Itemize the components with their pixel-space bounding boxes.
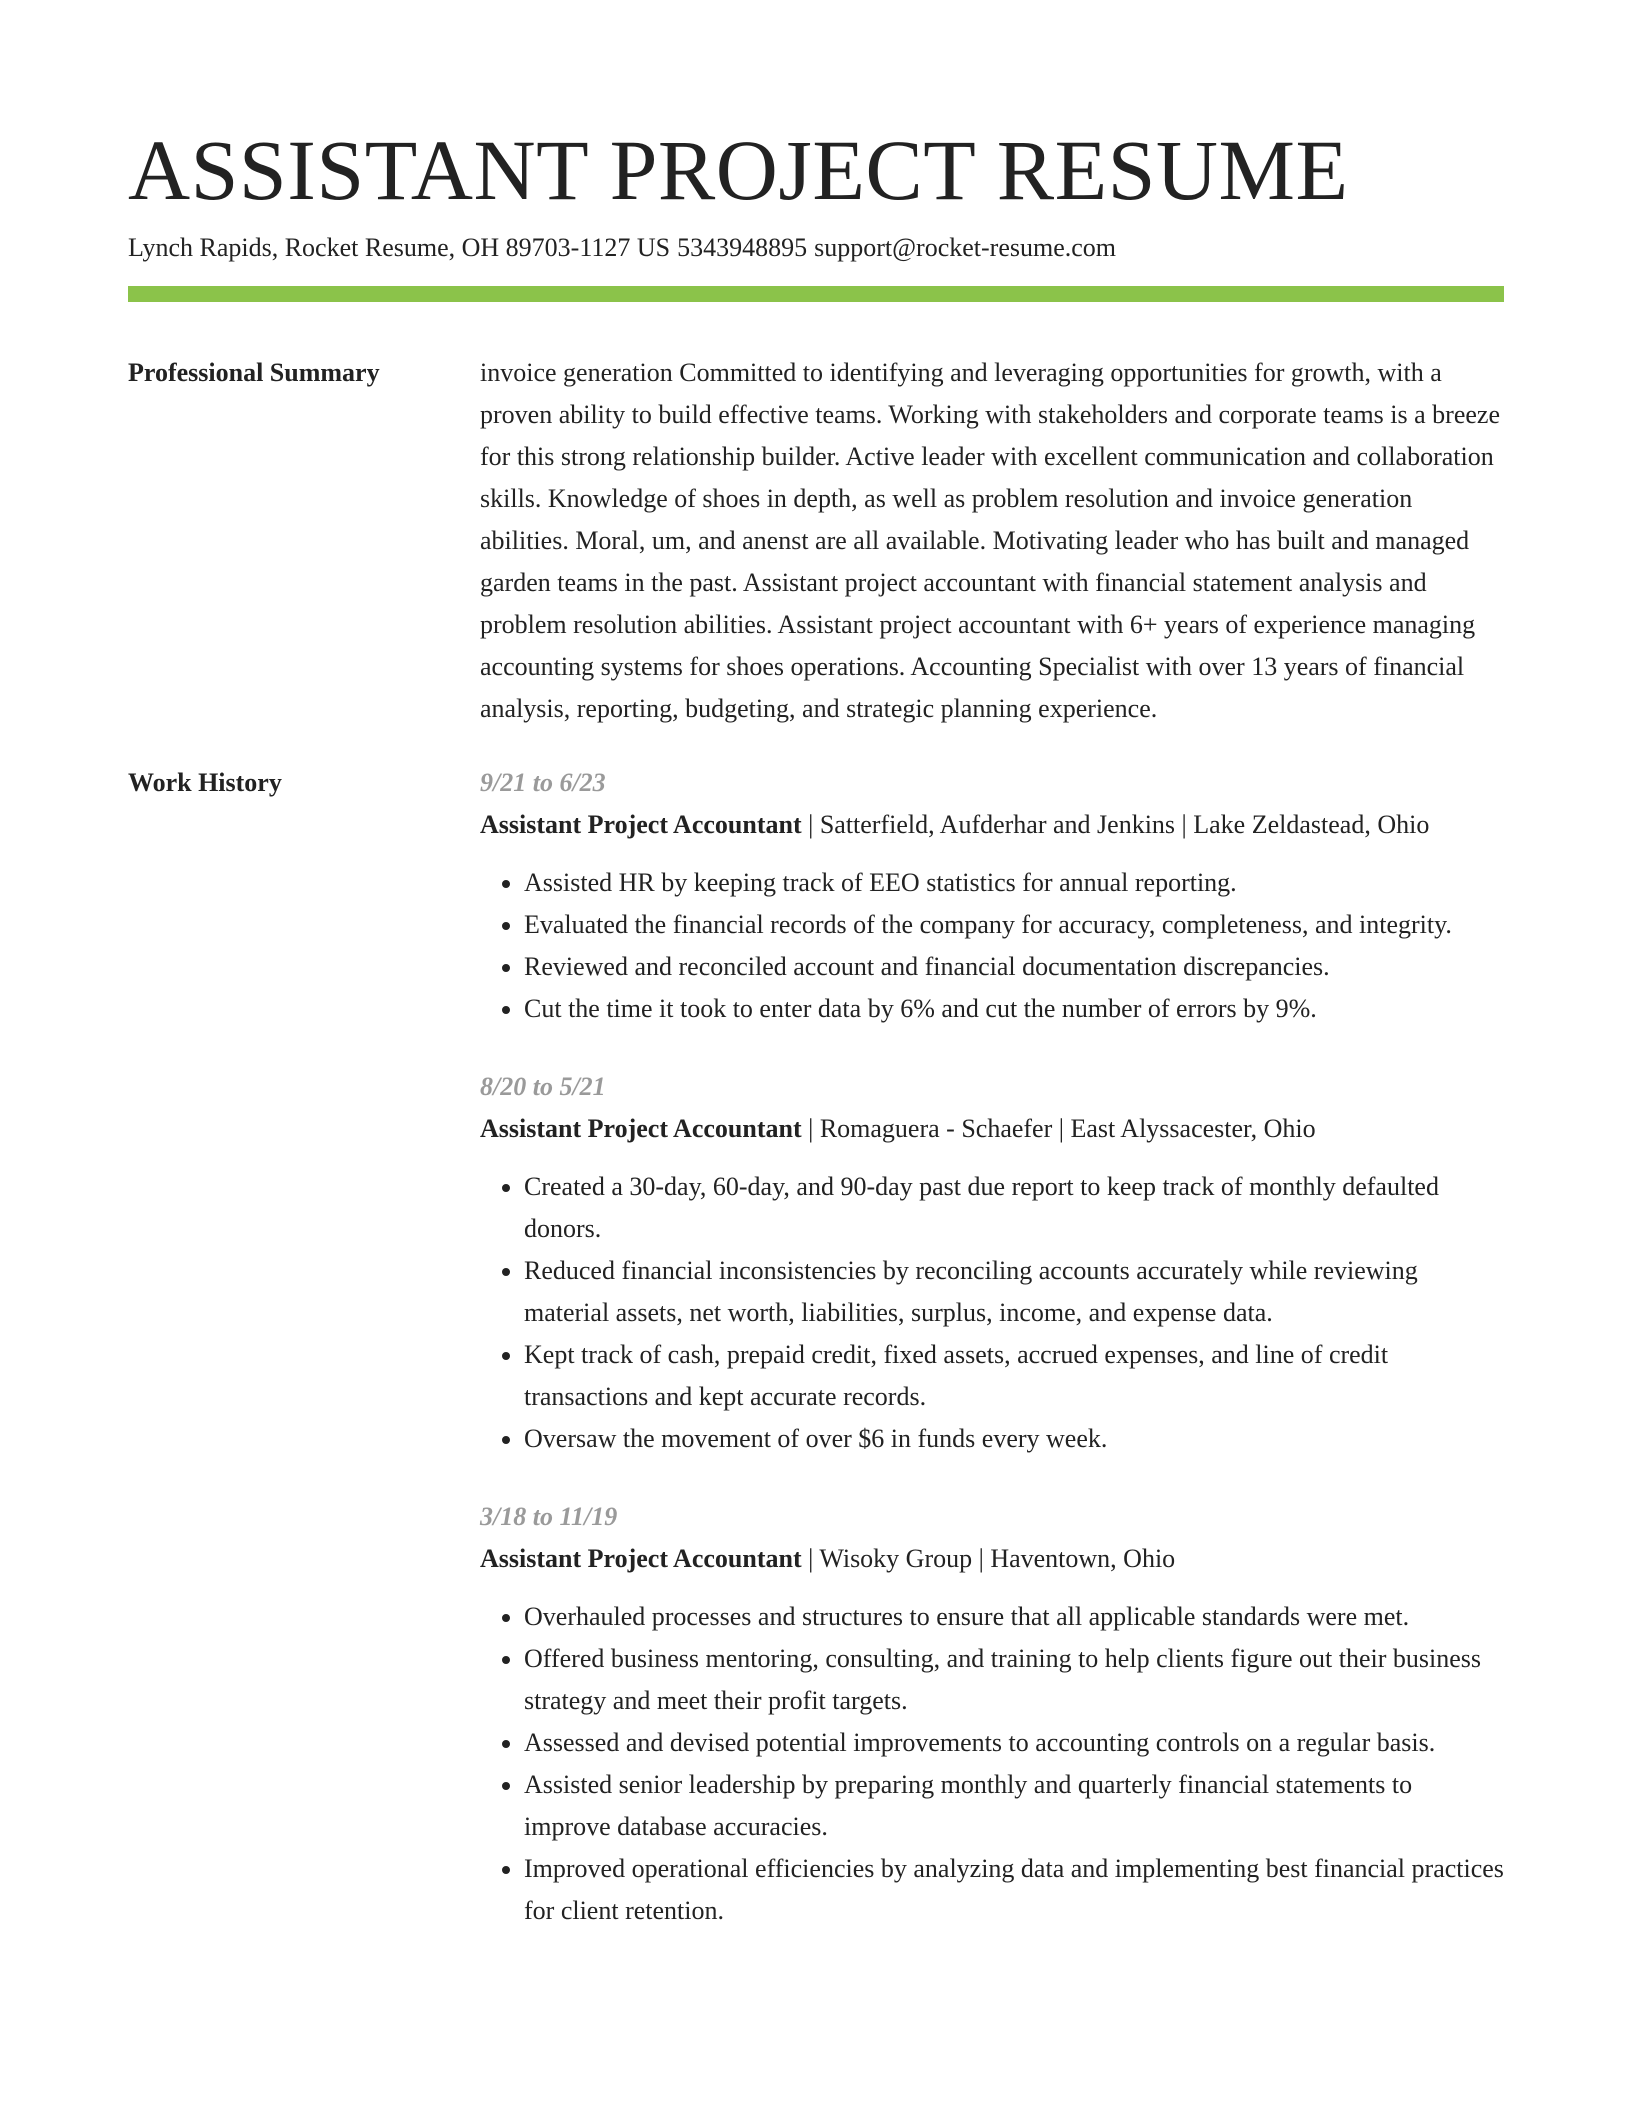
- job-details: | Wisoky Group | Haventown, Ohio: [801, 1544, 1176, 1573]
- work-history-section: [128, 762, 1504, 1968]
- job-bullet: • Kept track of cash, prepaid credit, fixed assets, accrued expenses, and line of credit transactions and kept accurate records.: [524, 1334, 1504, 1418]
- summary-section: [128, 352, 1504, 730]
- job-header: [480, 804, 1504, 846]
- resume-page: [128, 120, 1504, 1968]
- job-bullet: • Improved operational efficiencies by analyzing data and implementing best financial practices for client retention.: [524, 1848, 1504, 1932]
- job-bullet: • Assessed and devised potential improvements to accounting controls on a regular basis.: [524, 1722, 1504, 1764]
- contact-email: support@rocket-resume.com: [814, 233, 1117, 262]
- job-bullet: • Reduced financial inconsistencies by reconciling accounts accurately while reviewing material assets, net worth, liabilities, surplus, income, and expense data.: [524, 1250, 1504, 1334]
- job-bullet: • Evaluated the financial records of the company for accuracy, completeness, and integrity.: [524, 904, 1504, 946]
- job-bullet: • Overhauled processes and structures to ensure that all applicable standards were met.: [524, 1596, 1504, 1638]
- job-bullet: • Assisted HR by keeping track of EEO statistics for annual reporting.: [524, 862, 1504, 904]
- contact-line: [128, 230, 1504, 266]
- job-dates: 8/20 to 5/21: [480, 1072, 606, 1101]
- job-header: [480, 1108, 1504, 1150]
- job-details: | Satterfield, Aufderhar and Jenkins | Lake Zeldastead, Ohio: [801, 810, 1430, 839]
- job-header: [480, 1538, 1504, 1580]
- job-bullet: • Offered business mentoring, consulting, and training to help clients figure out their business strategy and meet their profit targets.: [524, 1638, 1504, 1722]
- job-bullet: • Assisted senior leadership by preparing monthly and quarterly financial statements to improve database accuracies.: [524, 1764, 1504, 1848]
- contact-phone: 5343948895: [677, 233, 808, 262]
- job-details: | Romaguera - Schaefer | East Alyssacester, Ohio: [801, 1114, 1316, 1143]
- work-history-heading: Work History: [128, 768, 282, 797]
- job-title: Assistant Project Accountant: [480, 1544, 802, 1573]
- job-dates: 3/18 to 11/19: [480, 1502, 618, 1531]
- summary-body: [480, 352, 1504, 730]
- job-bullet: • Reviewed and reconciled account and financial documentation discrepancies.: [524, 946, 1504, 988]
- contact-address: Lynch Rapids, Rocket Resume, OH 89703-1127 US: [128, 233, 671, 262]
- job-entry: [480, 762, 1504, 1030]
- job-entry: [480, 1496, 1504, 1932]
- job-bullet: • Created a 30-day, 60-day, and 90-day past due report to keep track of monthly defaulted donors.: [524, 1166, 1504, 1250]
- work-history-body: [480, 762, 1504, 1968]
- summary-text: invoice generation Committed to identifying and leveraging opportunities for growth, with a proven ability to build effective teams. Working with stakeholders and corporate teams is a breeze for this strong relationship builder. Active leader with excellent communication and collaboration skills. Knowledge of shoes in depth, as well as problem resolution and invoice generation abilities. Moral, um, and anenst are all available. Motivating leader who has built and managed garden teams in the past. Assistant project accountant with financial statement analysis and problem resolution abilities. Assistant project accountant with 6+ years of experience managing accounting systems for shoes operations. Accounting Specialist with over 13 years of financial analysis, reporting, budgeting, and strategic planning experience.: [480, 358, 1501, 723]
- job-dates: 9/21 to 6/23: [480, 768, 606, 797]
- job-title: Assistant Project Accountant: [480, 1114, 802, 1143]
- header-divider: [128, 286, 1504, 302]
- job-bullets: [480, 862, 1504, 1030]
- resume-title: ASSISTANT PROJECT RESUME: [128, 122, 1349, 218]
- job-title: Assistant Project Accountant: [480, 810, 802, 839]
- job-entry: [480, 1066, 1504, 1460]
- job-bullets: [480, 1166, 1504, 1460]
- summary-heading: Professional Summary: [128, 358, 380, 387]
- job-bullet: • Cut the time it took to enter data by 6% and cut the number of errors by 9%.: [524, 988, 1504, 1030]
- job-bullet: • Oversaw the movement of over $6 in funds every week.: [524, 1418, 1504, 1460]
- job-bullets: [480, 1596, 1504, 1932]
